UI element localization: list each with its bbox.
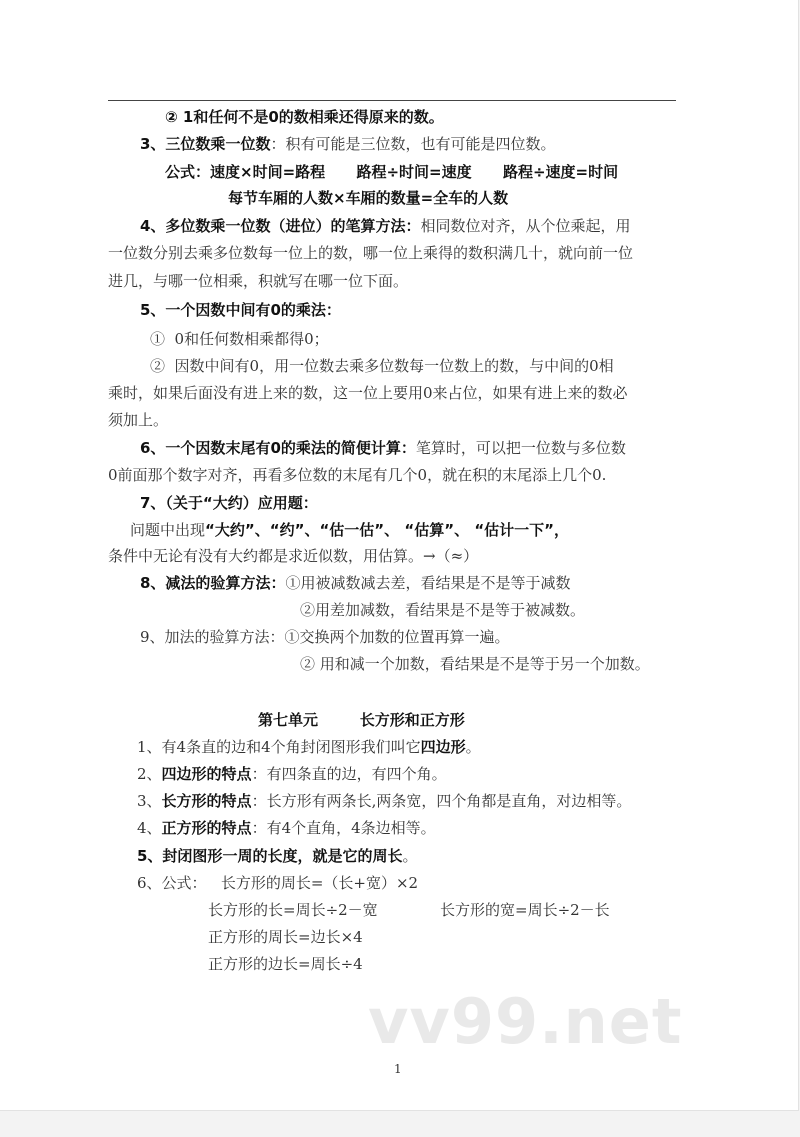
- text-span: ：长方形有两条长,两条宽，四个角都是直角，对边相等。: [251, 792, 632, 810]
- bold-text: ② 1和任何不是0的数相乘还得原来的数。: [165, 108, 444, 126]
- text-span: 正方形的边长=周长÷4: [208, 955, 363, 973]
- text-span: 相同数位对齐，从个位乘起，用: [420, 217, 631, 235]
- bold-text: 四边形的特点: [161, 765, 252, 783]
- text-line: [165, 107, 444, 127]
- text-span: 条件中无论有没有大约都是求近似数，用估算。→（≈）: [108, 547, 479, 565]
- section-title: [258, 710, 465, 730]
- text-line: [140, 216, 630, 236]
- text-span: 。: [465, 738, 481, 756]
- text-line: [108, 383, 628, 403]
- text-line: [108, 546, 478, 566]
- bold-text: 3、三位数乘一位数: [140, 135, 271, 153]
- bold-text: 7、（关于“大约）应用题：: [140, 494, 318, 512]
- text-span: 0前面那个数字对齐，再看多位数的末尾有几个0，就在积的末尾添上几个0.: [108, 466, 607, 484]
- text-span: ② 因数中间有0，用一位数去乘多位数每一位数上的数，与中间的0相: [150, 357, 614, 375]
- bold-text: 5、封闭图形一周的长度，就是它的周长: [137, 847, 403, 865]
- bold-text: 第七单元 长方形和正方形: [258, 711, 465, 729]
- header-rule: [108, 100, 676, 101]
- text-line: [130, 520, 569, 540]
- text-span: 2、: [137, 765, 162, 783]
- text-span: ①用被减数减去差，看结果是不是等于减数: [285, 574, 571, 592]
- text-line: [208, 927, 363, 947]
- text-line: [137, 791, 631, 811]
- text-line: [108, 465, 606, 485]
- text-span: 笔算时，可以把一位数与多位数: [415, 439, 626, 457]
- text-line: [140, 627, 510, 647]
- bold-text: 5、一个因数中间有0的乘法：: [140, 301, 341, 319]
- bold-text: 长方形的特点: [161, 792, 252, 810]
- text-span: 问题中出现: [130, 521, 206, 539]
- text-span: 6、公式： 长方形的周长=（长+宽）×2: [137, 874, 419, 892]
- text-line: [208, 954, 363, 974]
- text-line: [140, 300, 341, 320]
- text-line: [137, 737, 481, 757]
- bold-text: 四边形: [420, 738, 466, 756]
- text-line: [137, 846, 417, 866]
- text-line: [137, 764, 447, 784]
- text-span: ：积有可能是三位数，也有可能是四位数。: [270, 135, 556, 153]
- text-line: [440, 900, 610, 920]
- page-number: 1: [394, 1062, 402, 1076]
- text-line: [140, 438, 626, 458]
- text-span: 乘时，如果后面没有进上来的数，这一位上要用0来占位，如果有进上来的数必: [108, 384, 628, 402]
- text-line: [208, 900, 378, 920]
- text-span: 4、: [137, 819, 162, 837]
- text-span: 一位数分别去乘多位数每一位上的数，哪一位上乘得的数积满几十，就向前一位: [108, 244, 634, 262]
- text-span: ① 0和任何数相乘都得0；: [150, 330, 329, 348]
- bold-text: 每节车厢的人数×车厢的数量=全车的人数: [228, 189, 509, 207]
- text-line: [137, 818, 436, 838]
- text-line: [300, 600, 585, 620]
- text-span: 。: [402, 847, 418, 865]
- text-line: [150, 329, 329, 349]
- text-line: [300, 654, 650, 674]
- text-span: 正方形的周长=边长×4: [208, 928, 363, 946]
- bold-text: 正方形的特点: [161, 819, 252, 837]
- text-span: 长方形的长=周长÷2－宽: [208, 901, 378, 919]
- text-line: [108, 410, 168, 430]
- text-span: ② 用和减一个加数，看结果是不是等于另一个加数。: [300, 655, 650, 673]
- text-span: 1、有4条直的边和4个角封闭图形我们叫它: [137, 738, 421, 756]
- text-span: 9、加法的验算方法：①交换两个加数的位置再算一遍。: [140, 628, 510, 646]
- text-line: [140, 134, 555, 154]
- text-line: [108, 271, 408, 291]
- text-line: [108, 243, 633, 263]
- text-line: [228, 188, 508, 208]
- bold-text: 6、一个因数末尾有0的乘法的简便计算：: [140, 439, 416, 457]
- text-span: ：有4个直角，4条边相等。: [251, 819, 436, 837]
- text-span: 长方形的宽=周长÷2－长: [440, 901, 610, 919]
- watermark: vv99.net: [368, 985, 683, 1058]
- bold-text: 4、多位数乘一位数（进位）的笔算方法：: [140, 217, 421, 235]
- text-line: [137, 873, 418, 893]
- bold-text: “大约”、“约”、“估一估”、 “估算”、 “估计一下”，: [205, 521, 570, 539]
- text-span: 须加上。: [108, 411, 169, 429]
- text-span: 3、: [137, 792, 162, 810]
- bold-text: 公式：速度×时间=路程 路程÷时间=速度 路程÷速度=时间: [165, 163, 619, 181]
- bold-text: 8、减法的验算方法：: [140, 574, 286, 592]
- text-span: ②用差加减数，看结果是不是等于被减数。: [300, 601, 586, 619]
- text-line: [140, 493, 318, 513]
- text-line: [140, 573, 570, 593]
- text-line: [165, 162, 618, 182]
- text-line: [150, 356, 614, 376]
- text-span: ：有四条直的边，有四个角。: [251, 765, 447, 783]
- text-span: 进几，与哪一位相乘，积就写在哪一位下面。: [108, 272, 409, 290]
